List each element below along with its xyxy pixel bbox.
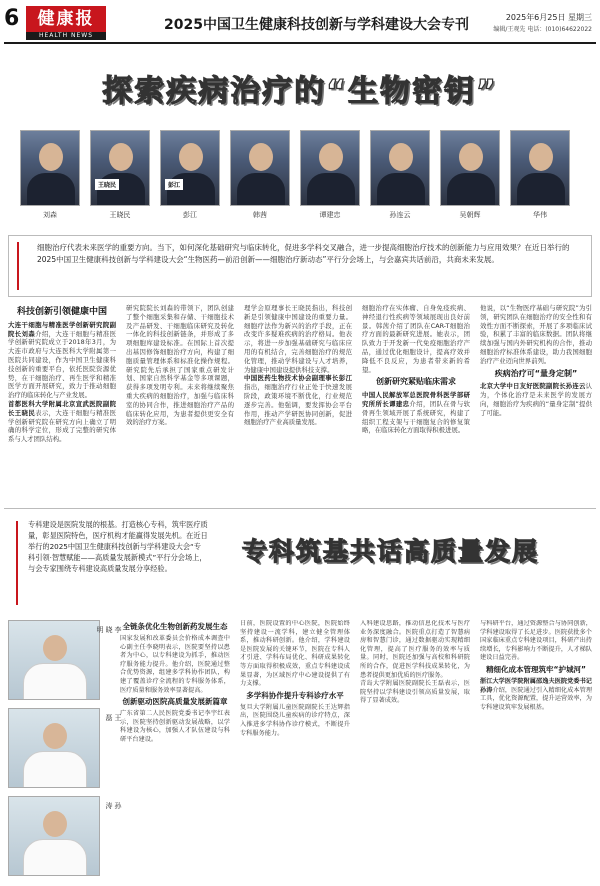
body-text: 青岛大学附属医院副院长王磊表示，医院坚持以学科建设引领高质量发展，取得了显著成效。: [360, 680, 470, 705]
speaker-lead: 大连干细胞与精准医学创新研究院副院长刘森: [8, 320, 116, 338]
speaker-photo: [370, 130, 430, 206]
body-text: 介绍，团队在骨与软骨再生领域开展了系统研究，构建了组织工程支架与干细胞复合的修复策略，在临床转化方面取得积极进展。: [362, 399, 470, 435]
speaker-photo: [230, 130, 290, 206]
subheading: 创新研究紧贴临床需求: [376, 377, 456, 387]
body-text: 理学会原理事长王晓民指出，科技创新是引领健康中国建设的重要力量。细胞疗法作为新兴的治疗手段，正在改变许多疑难疾病的治疗格局。他表示，将进一步加强基础研究与临床应用的有机结合，完善细胞治疗的规范化管理，推动学科建设与人才培养，为健康中国建设提供科技支撑。: [244, 304, 352, 374]
speaker-photo-row: [20, 130, 580, 222]
article2-intro: 专科建设是医院发展的根基。打造核心专科，筑牢医疗质量，彰显医院特色，医疗机构才能赢得发展先机。在近日举行的2025中国卫生健康科技创新与学科建设大会“专科引领·智慧赋能——高质量发展新模式”平行分会场上，与会专家围绕专科建设高质量发展分享经验。: [8, 515, 208, 609]
article1-intro: 细胞治疗代表未来医学的重要方向。当下，如何深化基础研究与临床转化，促进多学科交叉融合，进一步提高细胞治疗技术的创新能力与应用效果？在近日举行的2025中国卫生健康科技创新与学科建设大会“生物医药—前沿创新——细胞治疗新动态”平行分会场上，与会嘉宾共话前沿，共商未来发展。: [8, 235, 592, 297]
body-text: 复旦大学附属儿童医院副院长王达辉指出，医院围绕儿童疾病的诊疗特点，深入推进多学科协作诊疗模式，不断提升专科服务能力。: [240, 703, 350, 737]
article1-col-1: [8, 304, 116, 504]
header-rule: [4, 42, 596, 44]
article2-col-4: [480, 620, 592, 882]
body-text: 介绍，大连干细胞与精准医学创新研究院成立于2018年3月，为大连市政府与大连医科大学附属第一医院共同建设，作为中国卫生健康科技创新的重要平台，依托医院资源优势，在干细胞治疗、再生医学和精准医学方面开展研究，致力于推动细胞治疗的临床转化与产业发展。: [8, 329, 116, 400]
speaker-caption: 孙涛: [105, 802, 122, 809]
speaker-caption: 谭建忠: [319, 211, 341, 219]
subheading: 全链条优化生物创新药发展生态: [122, 622, 228, 631]
body-text: 研究院院长刘森的带领下，团队创建了整个细胞采集和存储、干细胞技术及产品研发、干细胞临床研究及转化一体化的科技创新链条，并形成了多项细胞库建设标准。在国际上首次提出基因修饰细胞治疗方向，构建了细胞质量管理体系和标准化操作规程。研究院先后承担了国家重点研发计划、国家自然科学基金等多项课题，获得多项发明专利。未来将继续聚焦重大疾病的细胞治疗，加强与临床科室的协同合作，推进细胞治疗产品的临床转化应用，为患者提供更安全有效的治疗方案。: [126, 304, 234, 427]
speaker-caption: 华伟: [533, 211, 547, 219]
body-text: 指出，细胞治疗行业正处于快速发展阶段，政策环境不断优化，行业规范逐步完善。他强调，要发挥协会平台作用，推动产学研医协同创新，促进细胞治疗产业高质量发展。: [244, 383, 352, 427]
subheading: 多学科协作提升专科诊疗水平: [246, 690, 344, 700]
article1-body: [8, 304, 592, 504]
speaker-caption: 王晓民: [109, 211, 131, 219]
speaker-photo: [510, 130, 570, 206]
speaker-photo: [90, 130, 150, 206]
speaker-photo: [8, 708, 100, 788]
body-text: 他说，以“生物医疗基础与研究院”为引领，研究团队在细胞治疗的安全性和有效性方面不断探索，开展了多项临床试验，积累了丰富的临床数据。团队将继续加强与国内外研究机构的合作，推动细胞治疗标准体系建设，助力我国细胞治疗产业迈向世界前列。: [480, 304, 592, 365]
speaker-caption: 刘森: [43, 211, 57, 219]
article1-col-3: [244, 304, 352, 504]
section-title: 2025中国卫生健康科技创新与学科建设大会专刊: [164, 17, 469, 33]
section-divider: [4, 508, 596, 509]
subheading: 科技创新引领健康中国: [16, 307, 107, 317]
article1-col-5: [480, 304, 592, 504]
article2-col-3: [360, 620, 470, 882]
article2-col-1: [120, 620, 230, 882]
article1-col-4: [362, 304, 470, 504]
page-header: [4, 6, 596, 40]
speaker-caption: 彭江: [183, 211, 197, 219]
article1-headline: 探索疾病治疗的“生物密钥”: [102, 74, 498, 109]
speaker-photo: [8, 796, 100, 876]
article2-body: [120, 620, 592, 882]
body-text: 认为，个体化治疗是未来医学的发展方向，细胞治疗为疾病的“量身定制”提供了可能。: [480, 382, 592, 417]
speaker-lead: 北京大学中日友好医院副院长孙连云: [480, 382, 586, 391]
body-text: 国家发展和改革委员会价格成本调查中心副主任李晓明表示，医院要坚持以患者为中心，以专科建设为抓手，推动医疗服务能力提升。他介绍，医院通过整合优势资源，组建多学科协作团队，构建了覆盖诊疗全流程的专科服务体系，医疗质量和服务效率显著提高。: [120, 635, 230, 694]
body-text: 广东省第二人民医院党委书记李宇红表示，医院坚持创新驱动发展战略，以学科建设为核心，加强人才队伍建设与科研平台建设。: [120, 710, 230, 743]
speaker-photo: [440, 130, 500, 206]
body-text: 日前，医院设置的中心医院，医院始终坚持建设一流学科，建立健全管理体系，推动科研创新。他介绍，学科建设是医院发展的关键环节，医院在专科人才引进、学科布局优化、科研成果转化等方面取得积极成效，重点专科建设成果显著，为区域医疗中心建设提供了有力支撑。: [240, 620, 350, 688]
speaker-caption: 王磊: [105, 714, 122, 721]
brand-logo: 健康报: [26, 6, 106, 32]
article1-col-2: [126, 304, 234, 504]
body-text: 与科研平台，通过资源整合与协同创新，学科建设取得了长足进步。医院获批多个国家临床重点专科建设项目，科研产出持续增长，专科影响力不断提升，人才梯队建设日益完善。: [480, 620, 592, 662]
speaker-photo: [20, 130, 80, 206]
body-text: 细胞治疗在实体瘤、自身免疫疾病、神经退行性疾病等领域展现出良好前景。韩茜介绍了团队在CAR-T细胞治疗方面的最新研究进展。她表示，团队致力于开发新一代免疫细胞治疗产品，通过优化细胞设计，提高疗效并降低不良反应，为患者带来新的希望。: [362, 304, 470, 374]
speaker-caption: 吴朝辉: [459, 211, 481, 219]
speaker-photo: [160, 130, 220, 206]
speaker-lead: 首都医科大学附属北京宣武医院副院长王晓民: [8, 399, 116, 417]
speaker-caption: 李晓明: [96, 626, 122, 633]
speaker-caption: 孙连云: [389, 211, 411, 219]
article2-headline: 专科筑基共话高质量发展: [242, 537, 540, 566]
speaker-photo: [8, 620, 100, 700]
subheading: 疾病治疗可“量身定制”: [494, 368, 578, 378]
speaker-caption: 韩茜: [253, 211, 267, 219]
photo-tag: 彭江: [165, 179, 183, 190]
body-text: 介绍，医院通过引入精细化成本管理工具，优化资源配置，提升运营效率，为专科建设筑牢发展根基。: [480, 686, 592, 711]
photo-tag: 王晓民: [95, 179, 119, 190]
speaker-photo: [300, 130, 360, 206]
body-text: 表示，大连干细胞与精准医学创新研究院在研究方向上确立了明确的科学定位，形成了完整的研究体系与人才团队结构。: [8, 408, 116, 444]
speaker-lead: 中国医药生物技术协会副理事长彭江: [244, 374, 352, 383]
brand-subtitle: HEALTH NEWS: [26, 32, 106, 40]
speaker-lead: 中国人民解放军总医院骨科医学部研究所所长谭建忠: [362, 391, 470, 408]
page-number: 6: [4, 6, 20, 31]
body-text: 入科建设思路，推动信息化技术与医疗业务深度融合。医院重点打造了智慧病房和智慧门诊，通过数据驱动实现精细化管理，提高了医疗服务的效率与质量。同时，医院还加强与高校和科研院所的合作，促进医学科技成果转化，为患者提供更加优质的医疗服务。: [360, 620, 470, 679]
article2-col-2: [240, 620, 350, 882]
subheading: 精细化成本管理筑牢“护城河”: [486, 664, 586, 674]
issue-date: 2025年6月25日 星期三: [505, 13, 592, 22]
subheading: 创新驱动医院高质量发展新篇章: [122, 697, 228, 707]
speaker-lead: 浙江大学医学院附属邵逸夫医院党委书记孙涛: [480, 677, 592, 694]
editor-info: 编辑/王观先 电话：(010)64622022: [493, 26, 592, 33]
